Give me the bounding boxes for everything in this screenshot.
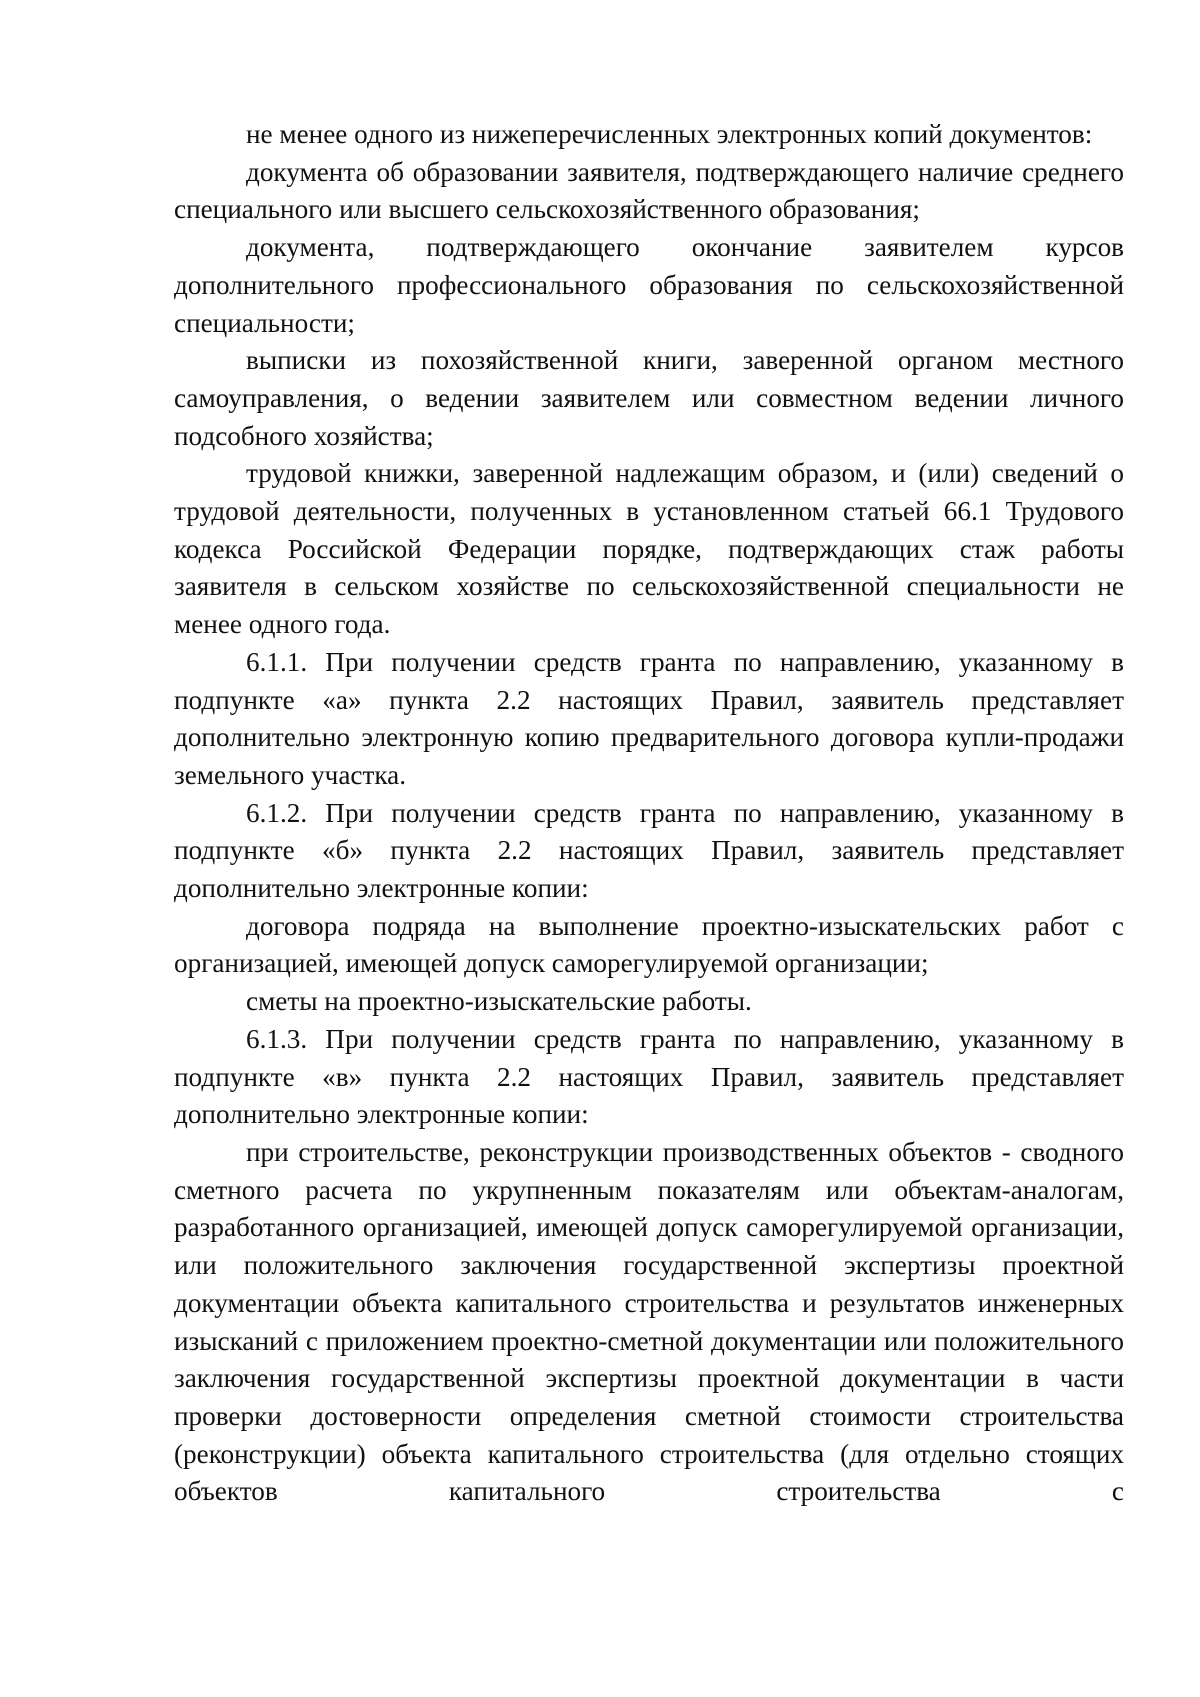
paragraph-6-1-2: 6.1.2. При получении средств гранта по направлению, указанному в подпункте «б» пункта 2.2 настоящих Правил, заявитель представляет дополнительно электронные копии: — [174, 797, 1124, 904]
paragraph-work-record-book: трудовой книжки, заверенной надлежащим образом, и (или) сведений о трудовой деятельности, полученных в установленном статьей 66.1 Трудового кодекса Российской Федерации порядке, подтверждающих стаж работы заявителя в сельском хозяйстве по сельскохозяйственной специальности не менее одного года. — [174, 458, 1124, 640]
paragraph-6-1-3: 6.1.3. При получении средств гранта по направлению, указанному в подпункте «в» пункта 2.2 настоящих Правил, заявитель представляет дополнительно электронные копии: — [174, 1023, 1124, 1130]
document-body — [174, 116, 1124, 1511]
paragraph-copies-intro: не менее одного из нижеперечисленных электронных копий документов: — [246, 119, 1093, 149]
paragraph-construction-estimates: при строительстве, реконструкции производственных объектов - сводного сметного расчета по укрупненным показателям или объектам-аналогам, разработанного организацией, имеющей допуск саморегулируемой организации, или положительного заключения государственной экспертизы проектной документации объекта капитального строительства и результатов инженерных изысканий с приложением проектно-сметной документации или положительного заключения государственной экспертизы проектной документации в части проверки достоверности определения сметной стоимости строительства (реконструкции) объекта капитального строительства (для отдельно стоящих объектов капитального строительства с — [174, 1136, 1124, 1507]
paragraph-courses-document: документа, подтверждающего окончание заявителем курсов дополнительного профессионального образования по сельскохозяйственной специальности; — [174, 232, 1124, 338]
paragraph-education-document: документа об образовании заявителя, подтверждающего наличие среднего специального или высшего сельскохозяйственного образования; — [174, 156, 1124, 225]
paragraph-contract-survey-works: договора подряда на выполнение проектно-изыскательских работ с организацией, имеющей допуск саморегулируемой организации; — [174, 910, 1124, 979]
paragraph-6-1-1: 6.1.1. При получении средств гранта по направлению, указанному в подпункте «а» пункта 2.2 настоящих Правил, заявитель представляет дополнительно электронную копию предварительного договора купли-продажи земельного участка. — [174, 646, 1124, 790]
paragraph-survey-estimates: сметы на проектно-изыскательские работы. — [246, 986, 752, 1017]
paragraph-household-book-extract: выписки из похозяйственной книги, заверенной органом местного самоуправления, о ведении заявителем или совместном ведении личного подсобного хозяйства; — [174, 345, 1124, 451]
